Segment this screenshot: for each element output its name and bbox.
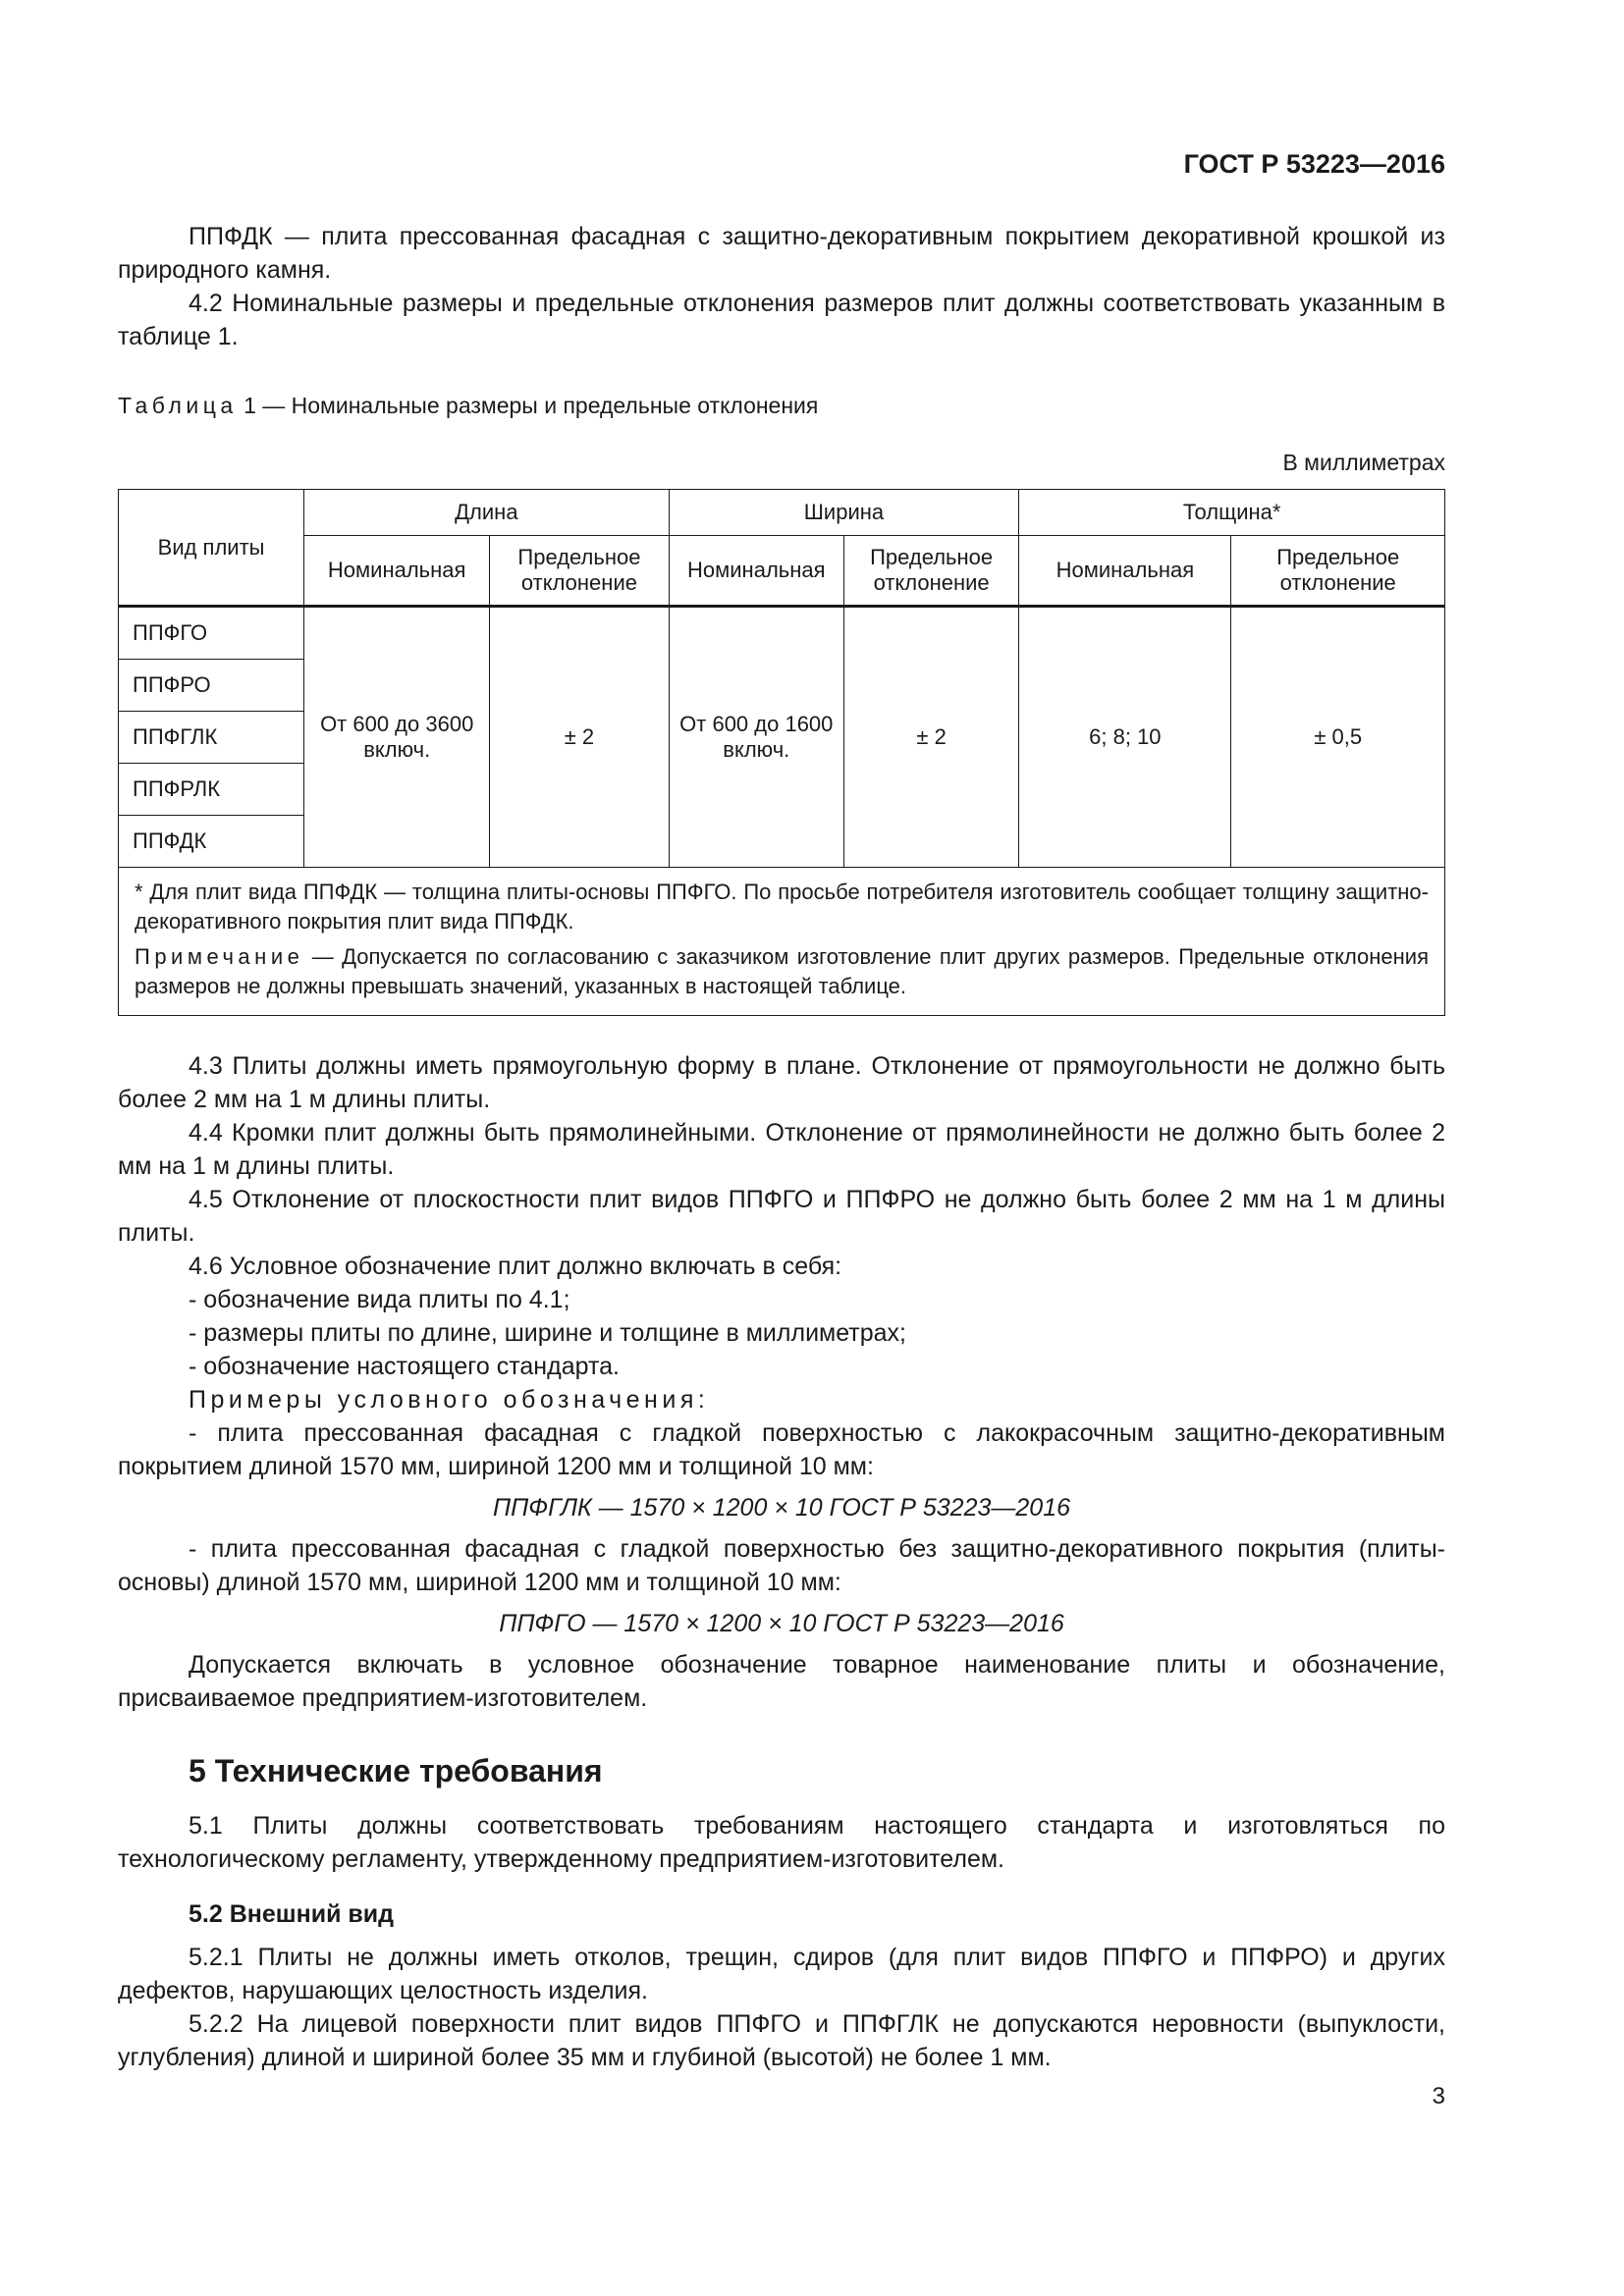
header-width: Ширина (669, 490, 1019, 536)
header-length: Длина (304, 490, 670, 536)
page-number: 3 (1432, 2083, 1445, 2109)
header-length-nominal: Номинальная (304, 536, 490, 607)
thickness-nominal-cell: 6; 8; 10 (1019, 607, 1231, 868)
plate-type-cell: ППФГО (119, 607, 304, 660)
header-length-deviation: Предельное отклонение (490, 536, 669, 607)
table-note-word: Примечание (135, 944, 304, 969)
table-caption (118, 389, 1445, 422)
header-width-nominal: Номинальная (669, 536, 843, 607)
plate-type-cell: ППФРЛК (119, 764, 304, 816)
paragraph-4-6: 4.6 Условное обозначение плит должно включать в себя: (189, 1253, 842, 1280)
header-thickness-deviation: Предельное отклонение (1231, 536, 1445, 607)
clause-4-body (118, 1049, 1445, 1715)
header-width-deviation: Предельное отклонение (843, 536, 1018, 607)
example-2-text: - плита прессованная фасадная с гладкой поверхностью без защитно-декоративного покрытия (плиты-основы) длиной 1570 мм, шириной 1200 мм и толщиной 10 мм: (118, 1535, 1445, 1596)
width-nominal-cell: От 600 до 1600 включ. (669, 607, 843, 868)
plate-type-cell: ППФГЛК (119, 712, 304, 764)
document-code: ГОСТ Р 53223—2016 (1183, 149, 1445, 179)
list-item: - обозначение настоящего стандарта. (189, 1353, 620, 1380)
table-caption-text: 1 — Номинальные размеры и предельные отклонения (237, 393, 819, 418)
paragraph-4-5: 4.5 Отклонение от плоскостности плит видов ППФГО и ППФРО не должно быть более 2 мм на 1 м длины плиты. (118, 1186, 1445, 1247)
paragraph-5-1: 5.1 Плиты должны соответствовать требованиям настоящего стандарта и изготовляться по технологическому регламенту, утвержденному предприятием-изготовителем. (118, 1812, 1445, 1873)
subsection-5-2-title: 5.2 Внешний вид (189, 1900, 394, 1928)
paragraph-4-2: 4.2 Номинальные размеры и предельные отклонения размеров плит должны соответствовать указанным в таблице 1. (118, 290, 1445, 350)
paragraph-4-4: 4.4 Кромки плит должны быть прямолинейными. Отклонение от прямолинейности не должно быть более 2 мм на 1 м длины плиты. (118, 1119, 1445, 1180)
table-footnote: * Для плит вида ППФДК — толщина плиты-основы ППФГО. По просьбе потребителя изготовитель сообщает толщину защитно-декоративного покрытия плит вида ППФДК. (135, 880, 1429, 934)
example-1-text: - плита прессованная фасадная с гладкой поверхностью с лакокрасочным защитно-декоративным покрытием длиной 1570 мм, шириной 1200 мм и толщиной 10 мм: (118, 1419, 1445, 1480)
example-2-formula: ППФГО — 1570 × 1200 × 10 ГОСТ Р 53223—2016 (499, 1610, 1064, 1637)
section-5-title: 5 Технические требования (189, 1753, 603, 1789)
table-footer (119, 868, 1445, 1016)
table-note-text: — Допускается по согласованию с заказчиком изготовление плит других размеров. Предельные отклонения размеров не должны превышать значений, указанных в настоящей таблице. (135, 944, 1429, 998)
length-nominal-cell: От 600 до 3600 включ. (304, 607, 490, 868)
paragraph-5-2-2: 5.2.2 На лицевой поверхности плит видов ППФГО и ППФГЛК не допускаются неровности (выпуклости, углубления) длиной и шириной более 35 мм и глубиной (высотой) не более 1 мм. (118, 2010, 1445, 2071)
paragraph-4-3: 4.3 Плиты должны иметь прямоугольную форму в плане. Отклонение от прямоугольности не должно быть более 2 мм на 1 м длины плиты. (118, 1052, 1445, 1113)
table-row (119, 607, 1445, 660)
length-deviation-cell: ± 2 (490, 607, 669, 868)
document-page (118, 147, 1445, 2074)
example-1-formula: ППФГЛК — 1570 × 1200 × 10 ГОСТ Р 53223—2016 (492, 1494, 1070, 1522)
table-note (135, 942, 1429, 1001)
plate-type-cell: ППФРО (119, 660, 304, 712)
examples-title: Примеры условного обозначения: (189, 1386, 710, 1414)
paragraph-allow: Допускается включать в условное обозначение товарное наименование плиты и обозначение, присваиваемое предприятием-изготовителем. (118, 1651, 1445, 1712)
paragraph-5-2-1: 5.2.1 Плиты не должны иметь отколов, трещин, сдиров (для плит видов ППФГО и ППФРО) и других дефектов, нарушающих целостность изделия. (118, 1944, 1445, 2004)
dimensions-table (118, 489, 1445, 1016)
header-thickness-nominal: Номинальная (1019, 536, 1231, 607)
paragraph-ppfdk: ППФДК — плита прессованная фасадная с защитно-декоративным покрытием декоративной крошкой из природного камня. (118, 223, 1445, 284)
plate-type-cell: ППФДК (119, 816, 304, 868)
table-units: В миллиметрах (1282, 450, 1445, 475)
list-item: - размеры плиты по длине, ширине и толщине в миллиметрах; (189, 1319, 906, 1347)
width-deviation-cell: ± 2 (843, 607, 1018, 868)
list-item: - обозначение вида плиты по 4.1; (189, 1286, 570, 1313)
header-thickness: Толщина* (1019, 490, 1445, 536)
thickness-deviation-cell: ± 0,5 (1231, 607, 1445, 868)
table-caption-word: Таблица (118, 393, 238, 418)
header-plate-type: Вид плиты (119, 490, 304, 607)
